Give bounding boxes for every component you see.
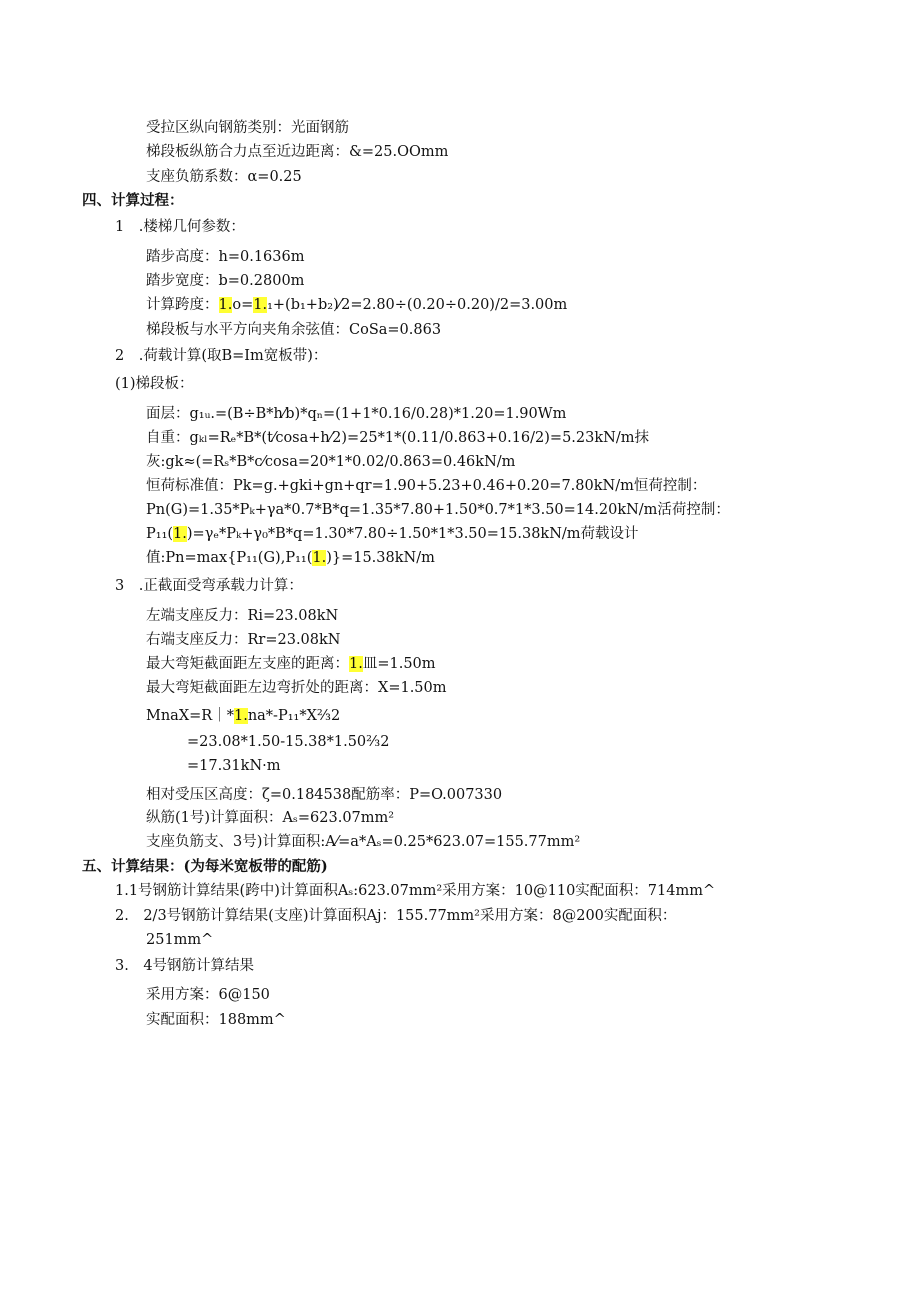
- text-line: 支座负筋支、3号)计算面积:A⁄=a*Aₛ=0.25*623.07=155.77mm²: [146, 834, 581, 850]
- section-heading: 四、计算过程：: [82, 192, 184, 209]
- text-line: 3 .正截面受弯承载力计算：: [115, 578, 303, 594]
- text-line: (1)梯段板：: [115, 376, 194, 392]
- highlighted-text: 1.: [312, 550, 327, 566]
- text-line: 3. 4号钢筋计算结果: [115, 958, 255, 974]
- text-line: =23.08*1.50-15.38*1.50⅔2: [187, 734, 390, 750]
- text-line: 实配面积：188mm^: [146, 1012, 286, 1028]
- text-line: 相对受压区高度：ζ=0.184538配筋率：P=O.007330: [146, 787, 503, 803]
- text-line: 251mm^: [146, 932, 214, 948]
- text-line: 支座负筋系数：α=0.25: [146, 169, 302, 185]
- text-line: 1 .楼梯几何参数：: [115, 219, 245, 235]
- text-line: P₁₁(1.)=γₑ*Pₖ+γ₀*B*q=1.30*7.80÷1.50*1*3.50=15.38kN/m荷载设计: [146, 526, 639, 542]
- text-line: 左端支座反力：Ri=23.08kN: [146, 608, 339, 624]
- text-line: =17.31kN·m: [187, 758, 281, 774]
- text-line: 2 .荷载计算(取B=Im宽板带)：: [115, 348, 328, 364]
- text-line: 面层：g₁ᵤ.=(B÷B*h⁄b)*qₙ=(1+1*0.16/0.28)*1.20=1.90Wm: [146, 406, 567, 422]
- text-line: 灰:gk≈(=Rₛ*B*c⁄cosa=20*1*0.02/0.863=0.46kN/m: [146, 454, 516, 470]
- text-line: 2. 2/3号钢筋计算结果(支座)计算面积Aj：155.77mm²采用方案：8@200实配面积：: [115, 908, 677, 924]
- text-line: 采用方案：6@150: [146, 987, 270, 1003]
- text-line: 恒荷标准值：Pk=g.+gki+gn+qr=1.90+5.23+0.46+0.20=7.80kN/m恒荷控制：: [146, 478, 707, 494]
- highlighted-text: 1.: [173, 526, 187, 542]
- text-line: 踏步宽度：b=0.2800m: [146, 273, 305, 289]
- text-line: 值:Pn=max{P₁₁(G),P₁₁(1.)}=15.38kN/m: [146, 550, 435, 566]
- text-line: 梯段板与水平方向夹角余弦值：CoSa=0.863: [146, 322, 442, 338]
- highlighted-text: 1.: [233, 708, 248, 724]
- text-line: 踏步高度：h=0.1636m: [146, 249, 305, 265]
- text-line: 计算跨度：1.o=1.₁+(b₁+b₂)⁄2=2.80÷(0.20÷0.20)/2=3.00m: [146, 297, 568, 313]
- highlighted-text: 1.: [349, 656, 363, 672]
- section-heading: 五、计算结果：(为每米宽板带的配筋): [82, 858, 328, 875]
- text-line: Pn(G)=1.35*Pₖ+γa*0.7*B*q=1.35*7.80+1.50*0.7*1*3.50=14.20kN/m活荷控制：: [146, 502, 730, 518]
- highlighted-text: 1.: [253, 297, 268, 313]
- text-line: MnaX=R｜*1.na*-P₁₁*X⅔2: [146, 708, 341, 724]
- text-line: 受拉区纵向钢筋类别：光面钢筋: [146, 120, 349, 136]
- text-line: 梯段板纵筋合力点至近边距离：&=25.OOmm: [146, 144, 449, 160]
- text-line: 右端支座反力：Rr=23.08kN: [146, 632, 341, 648]
- text-line: 最大弯矩截面距左支座的距离：1.皿=1.50m: [146, 656, 436, 672]
- text-line: 自重：gₖₗ=Rₑ*B*(t⁄cosa+h⁄2)=25*1*(0.11/0.863+0.16/2)=5.23kN/m抹: [146, 430, 649, 446]
- text-line: 最大弯矩截面距左边弯折处的距离：X=1.50m: [146, 680, 447, 696]
- text-line: 纵筋(1号)计算面积：Aₛ=623.07mm²: [146, 810, 395, 826]
- highlighted-text: 1.: [218, 297, 233, 313]
- text-line: 1.1号钢筋计算结果(跨中)计算面积Aₛ:623.07mm²采用方案：10@110实配面积：714mm^: [115, 883, 716, 899]
